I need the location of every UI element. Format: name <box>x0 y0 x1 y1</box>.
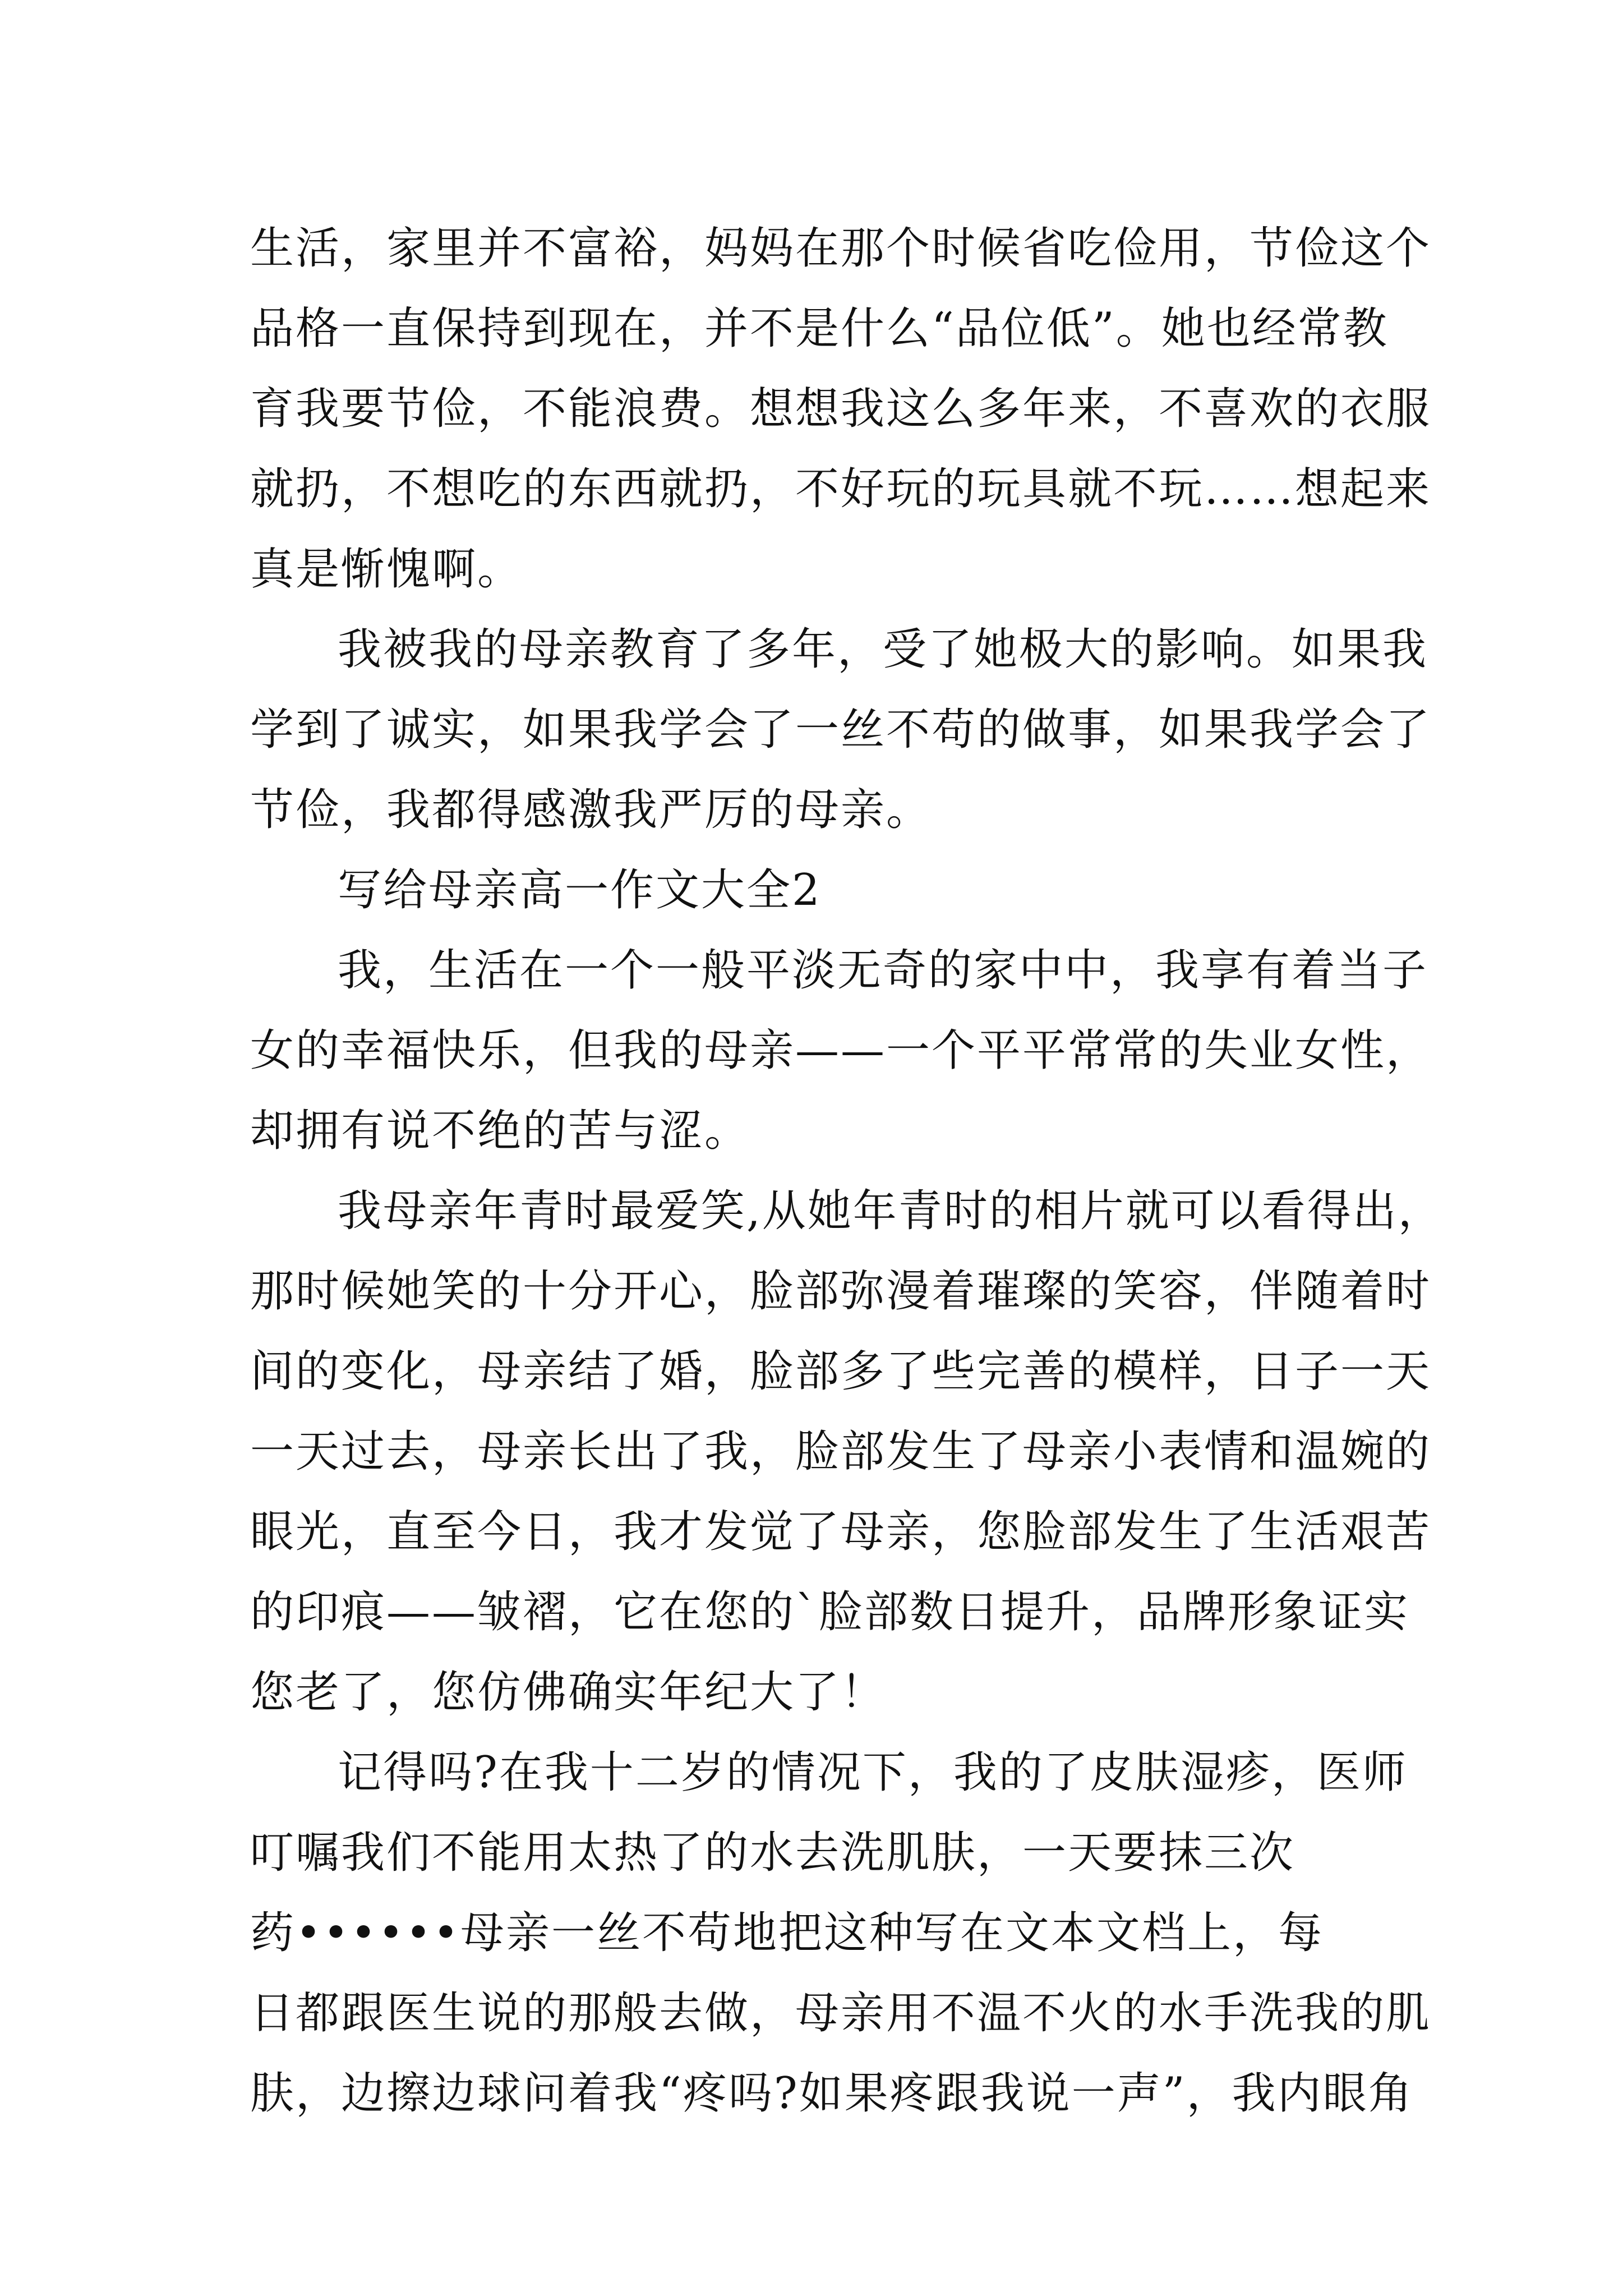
text-line: 您老了，您仿佛确实年纪大了！ <box>250 1667 887 1718</box>
paragraph-first-line: 我母亲年青时最爱笑,从她年青时的相片就可以看得出， <box>338 1186 1444 1236</box>
text-line: 间的变化，母亲结了婚，脸部多了些完善的模样，日子一天 <box>250 1346 1432 1397</box>
text-line: 女的幸福快乐，但我的母亲——一个平平常常的失业女性， <box>250 1025 1432 1076</box>
section-heading: 写给母亲高一作文大全2 <box>338 865 822 915</box>
text-line: 生活，家里并不富裕，妈妈在那个时候省吃俭用，节俭这个 <box>250 223 1432 274</box>
text-line: 就扔，不想吃的东西就扔，不好玩的玩具就不玩……想起来 <box>250 464 1432 514</box>
text-line: 节俭，我都得感激我严厉的母亲。 <box>250 785 932 835</box>
text-line: 那时候她笑的十分开心，脸部弥漫着璀璨的笑容，伴随着时 <box>250 1266 1432 1317</box>
text-line: 日都跟医生说的那般去做，母亲用不温不火的水手洗我的肌 <box>250 1988 1432 2039</box>
text-line: 学到了诚实，如果我学会了一丝不苟的做事，如果我学会了 <box>250 705 1432 755</box>
text-line: 药••••••母亲一丝不苟地把这种写在文本文档上，每 <box>250 1908 1324 1958</box>
paragraph-first-line: 我被我的母亲教育了多年，受了她极大的影响。如果我 <box>338 624 1428 675</box>
text-line: 真是惭愧啊。 <box>250 544 523 595</box>
text-line: 的印痕——皱褶，它在您的`脸部数日提升，品牌形象证实 <box>250 1587 1410 1637</box>
document-body <box>250 209 1444 2134</box>
paragraph-first-line: 记得吗?在我十二岁的情况下，我的了皮肤湿疹，医师 <box>338 1747 1408 1798</box>
text-line: 品格一直保持到现在，并不是什么“品位低”。她也经常教 <box>250 303 1389 354</box>
text-line: 育我要节俭，不能浪费。想想我这么多年来，不喜欢的衣服 <box>250 384 1432 434</box>
text-line: 却拥有说不绝的苦与涩。 <box>250 1106 750 1156</box>
text-line: 叮嘱我们不能用太热了的水去洗肌肤，一天要抹三次 <box>250 1828 1295 1878</box>
text-line: 一天过去，母亲长出了我，脸部发生了母亲小表情和温婉的 <box>250 1427 1432 1477</box>
text-line: 眼光，直至今日，我才发觉了母亲，您脸部发生了生活艰苦 <box>250 1507 1432 1557</box>
paragraph-first-line: 我，生活在一个一般平淡无奇的家中中，我享有着当子 <box>338 945 1428 996</box>
text-line: 肤，边擦边球问着我“疼吗?如果疼跟我说一声”，我内眼角 <box>250 2068 1414 2119</box>
